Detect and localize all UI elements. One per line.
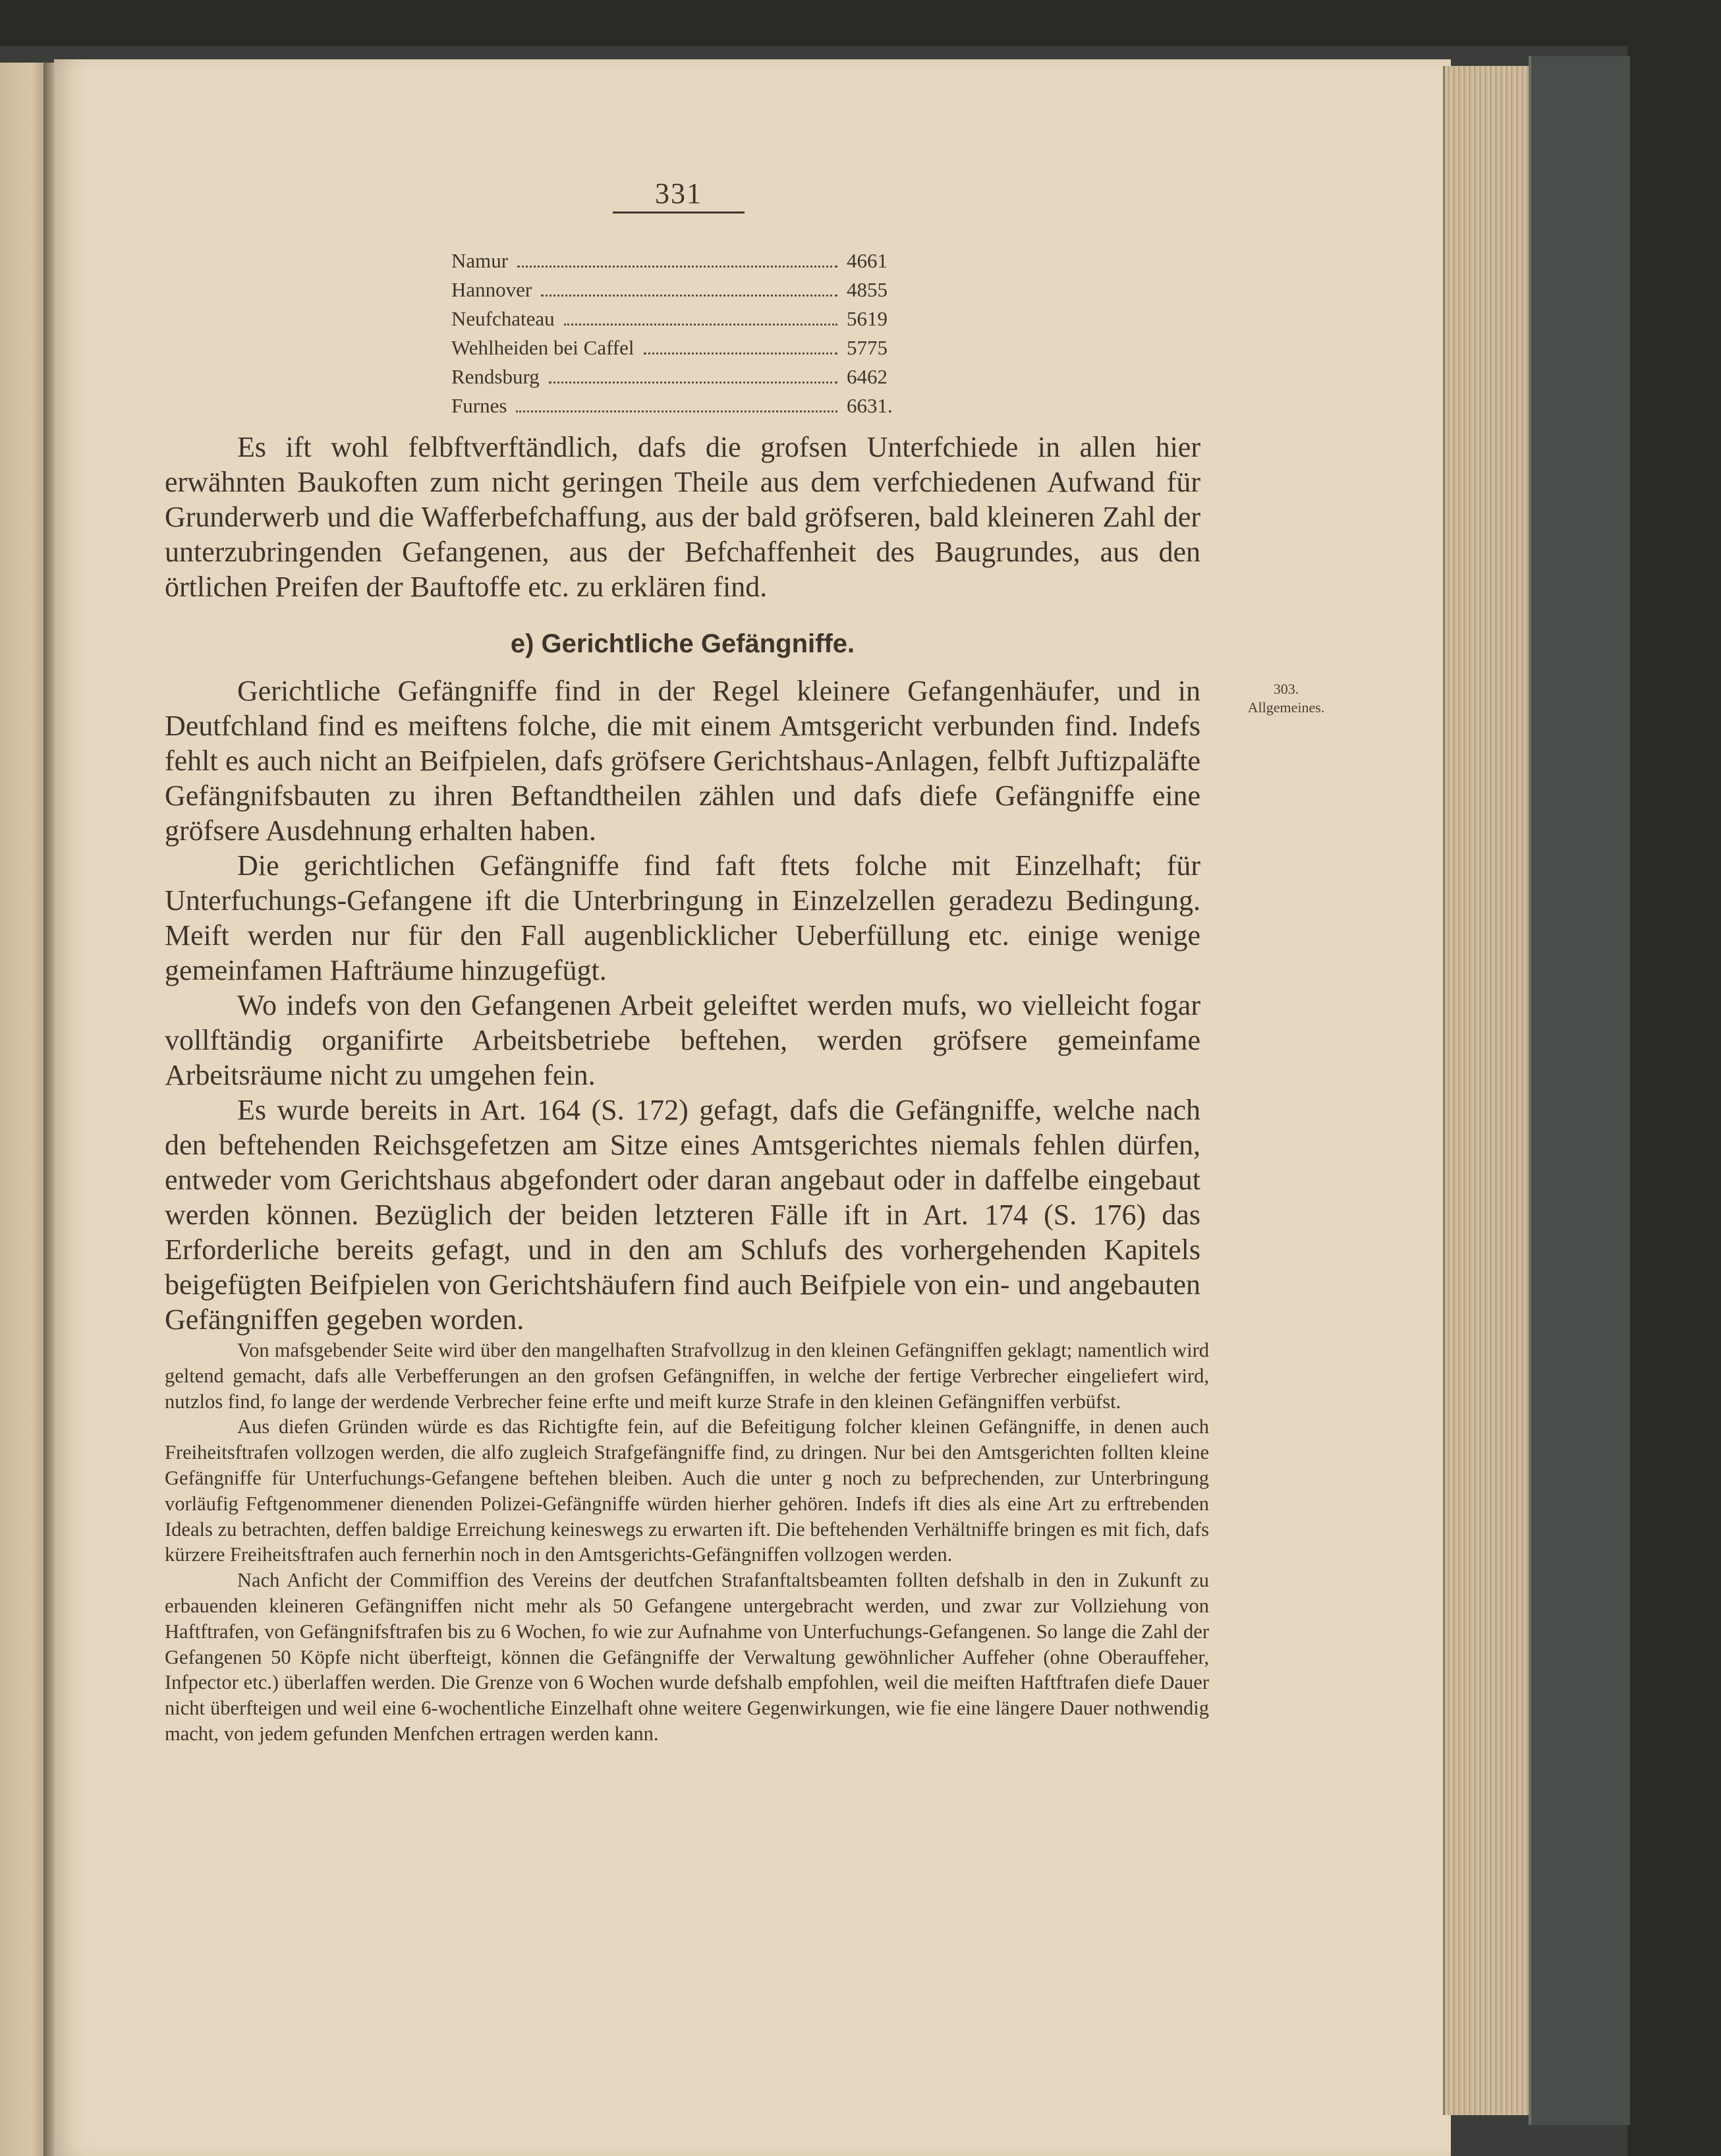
- cost-row: [451, 362, 913, 391]
- cost-row: [451, 275, 913, 304]
- leader-dots: [549, 362, 837, 383]
- intro-paragraph-block: [165, 430, 1200, 604]
- city-name: Neufchateau: [451, 307, 555, 330]
- small-paragraph: Nach Anficht der Commiffion des Vereins der deutfchen Strafanftaltsbeamten follten defshalb in den in Zukunft zu erbauenden kleineren Gefängniffen nicht mehr als 50 Gefangene untergebracht werden, und zwar zur Vollziehung von Haftftrafen, von Gefängnifsftrafen bis zu 6 Wochen, fo wie zur Aufnahme von Unterfuchungs-Gefangenen. So lange die Zahl der Gefangenen 50 Köpfe nicht überfteigt, können die Gefängniffe der Verwaltung gewöhnlicher Auffeher (ohne Oberauffeher, Infpector etc.) überlaffen werden. Die Grenze von 6 Wochen wurde defshalb empfohlen, weil die meiften Haftftrafen diefe Dauer nicht überfteigen und weil eine 6-wochentliche Einzelhaft ohne weitere Gegenwirkungen, wie fie eine längere Dauer nothwendig macht, von jedem gefunden Menfchen ertragen werden kann.: [165, 1569, 1209, 1745]
- leader-dots: [644, 333, 837, 355]
- cost-value: 6462: [847, 365, 888, 388]
- margin-note-label: Allgemeines.: [1247, 699, 1325, 716]
- cost-value: 5775: [847, 336, 888, 359]
- intro-paragraph: Es ift wohl felbftverftändlich, dafs die grofsen Unterfchiede in allen hier erwähnten Baukoften zum nicht geringen Theile aus dem verfchiedenen Aufwand für Grunderwerb und die Wafferbefchaffung, aus der bald gröfseren, bald kleineren Zahl der unterzubringenden Gefangenen, aus der Befchaffenheit des Baugrundes, aus den örtlichen Preifen der Bauftoffe etc. zu erklären find.: [165, 431, 1200, 603]
- cost-row: [451, 246, 913, 275]
- leader-dots: [564, 304, 837, 326]
- cost-list: [451, 246, 913, 420]
- cost-row: [451, 391, 913, 420]
- city-name: Hannover: [451, 278, 532, 301]
- footnote-text: [165, 1338, 1209, 1747]
- city-name: Rendsburg: [451, 365, 540, 388]
- small-paragraph: Aus diefen Gründen würde es das Richtigfte fein, auf die Befeitigung folcher kleinen Gefängniffe, in denen auch Freiheitsftrafen vollzogen werden, die alfo zugleich Strafgefängniffe find, zu dringen. Nur bei den Amtsgerichten follten kleine Gefängniffe für Unterfuchungs-Gefangene beftehen bleiben. Auch die unter g noch zu befprechenden, zur Unterbringung vorläufig Feftgenommener dienenden Polizei-Gefängniffe würden hierher gehören. Indefs ift dies als eine Art zu erftrebenden Ideals zu betrachten, deffen baldige Erreichung keineswegs zu erwarten ift. Die beftehenden Verhältniffe bringen es mit fich, dafs kürzere Freiheitsftrafen auch fernerhin noch in den Amtsgerichts-Gefängniffen vollzogen werden.: [165, 1415, 1209, 1566]
- cost-value: 4661: [847, 249, 888, 272]
- body-paragraph: Gerichtliche Gefängniffe find in der Regel kleinere Gefangenhäufer, und in Deutfchland find es meiftens folche, die mit einem Amtsgericht verbunden find. Indefs fehlt es auch nicht an Beifpielen, dafs gröfsere Gerichtshaus-Anlagen, felbft Juftizpaläfte Gefängnifsbauten zu ihren Beftandtheilen zählen und dafs diefe Gefängniffe eine gröfsere Ausdehnung erhalten haben.: [165, 675, 1200, 847]
- small-paragraph: Von mafsgebender Seite wird über den mangelhaften Strafvollzug in den kleinen Gefängniffen geklagt; namentlich wird geltend gemacht, dafs alle Verbefferungen an den grofsen Gefängniffen, in welche der fertige Verbrecher eingeliefert wird, nutzlos find, fo lange der werdende Verbrecher feine erfte und meift kurze Strafe in den kleinen Gefängniffen verbüfst.: [165, 1339, 1209, 1413]
- cost-value: 4855: [847, 278, 888, 301]
- cost-value: 6631.: [847, 394, 893, 417]
- page-number: 331: [613, 177, 745, 213]
- leader-dots: [517, 246, 837, 268]
- city-name: Furnes: [451, 394, 507, 417]
- cost-row: [451, 333, 913, 362]
- body-paragraph: Wo indefs von den Gefangenen Arbeit geleiftet werden mufs, wo vielleicht fogar vollftändig organifirte Arbeitsbetriebe beftehen, werden gröfsere gemeinfame Arbeitsräume nicht zu umgehen fein.: [165, 989, 1200, 1091]
- cost-row: [451, 304, 913, 333]
- main-text: [165, 673, 1200, 1337]
- leader-dots: [516, 391, 837, 412]
- leader-dots: [541, 275, 837, 297]
- city-name: Namur: [451, 249, 509, 272]
- body-paragraph: Die gerichtlichen Gefängniffe find faft ftets folche mit Einzelhaft; für Unterfuchungs-Gefangene ift die Unterbringung in Einzelzellen geradezu Bedingung. Meift werden nur für den Fall augenblicklicher Ueberfüllung etc. einige wenige gemeinfamen Hafträume hinzugefügt.: [165, 849, 1200, 986]
- city-name: Wehlheiden bei Caffel: [451, 336, 635, 359]
- margin-note-number: 303.: [1273, 681, 1299, 697]
- margin-note: [1233, 680, 1339, 717]
- cost-value: 5619: [847, 307, 888, 330]
- section-heading: e) Gerichtliche Gefängniffe.: [510, 629, 855, 658]
- body-paragraph: Es wurde bereits in Art. 164 (S. 172) gefagt, dafs die Gefängniffe, welche nach den beftehenden Reichsgefetzen am Sitze eines Amtsgerichtes niemals fehlen dürfen, entweder vom Gerichtshaus abgefondert oder daran angebaut oder in daffelbe eingebaut werden können. Bezüglich der beiden letzteren Fälle ift in Art. 174 (S. 176) das Erforderliche bereits gefagt, und in den am Schlufs des vorhergehenden Kapitels beigefügten Beifpielen von Gerichtshäufern find auch Beifpiele von ein- und angebauten Gefängniffen gegeben worden.: [165, 1094, 1200, 1336]
